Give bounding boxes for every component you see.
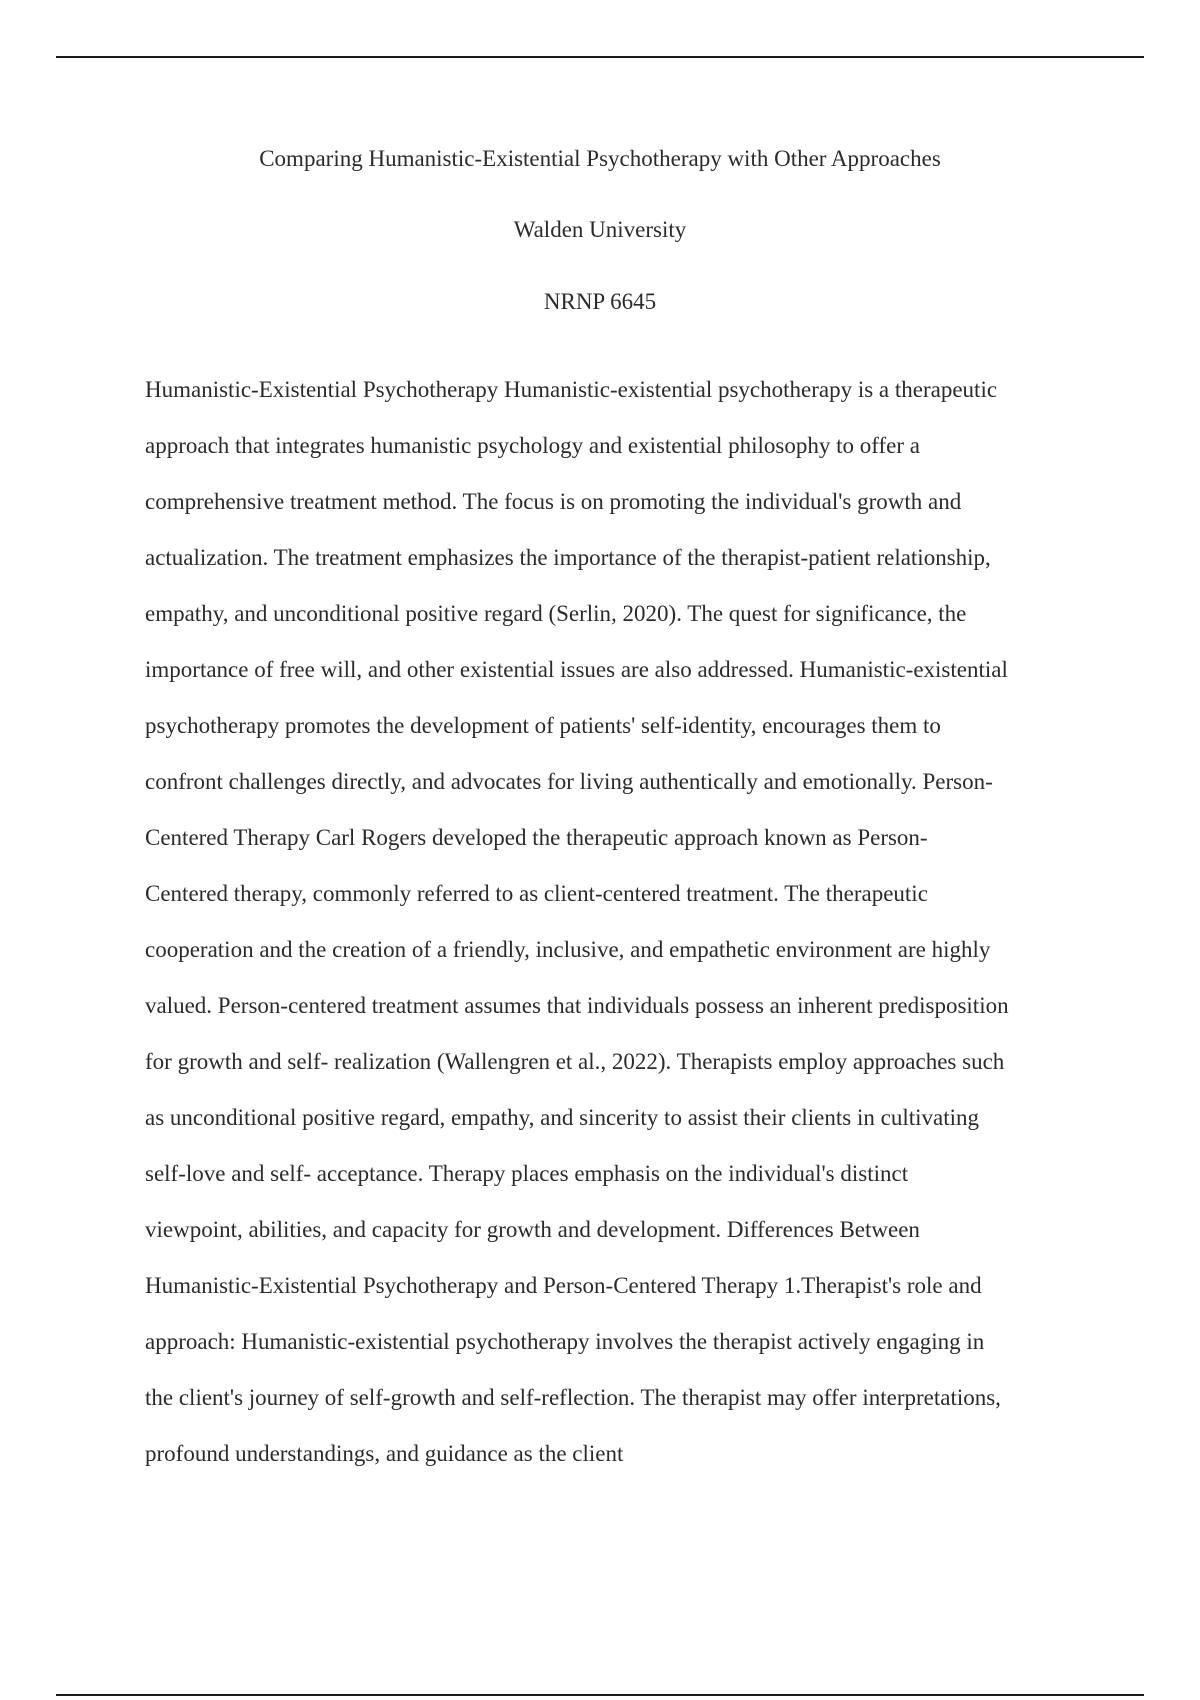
body-line: valued. Person-centered treatment assumes that individuals possess an inherent predisposition (145, 993, 1009, 1018)
body-line: profound understandings, and guidance as the client (145, 1441, 624, 1466)
body-line: the client's journey of self-growth and self-reflection. The therapist may offer interpretations, (145, 1385, 1001, 1410)
body-line: importance of free will, and other existential issues are also addressed. Humanistic-existential (145, 657, 1008, 682)
body-line: comprehensive treatment method. The focus is on promoting the individual's growth and (145, 489, 962, 514)
body-line: as unconditional positive regard, empathy, and sincerity to assist their clients in cultivating (145, 1105, 979, 1130)
body-line: approach: Humanistic-existential psychotherapy involves the therapist actively engaging in (145, 1329, 985, 1354)
body-line: actualization. The treatment emphasizes the importance of the therapist-patient relationship, (145, 545, 991, 570)
top-rule (56, 56, 1144, 58)
body-line: Centered therapy, commonly referred to as client-centered treatment. The therapeutic (145, 881, 928, 906)
institution-name: Walden University (513, 217, 687, 242)
body-line: psychotherapy promotes the development of patients' self-identity, encourages them to (145, 713, 941, 738)
body-line: confront challenges directly, and advocates for living authentically and emotionally. Person- (145, 769, 993, 794)
body-line: empathy, and unconditional positive regard (Serlin, 2020). The quest for significance, the (145, 601, 967, 626)
body-line: approach that integrates humanistic psychology and existential philosophy to offer a (145, 433, 920, 458)
body-line: Humanistic-Existential Psychotherapy Humanistic-existential psychotherapy is a therapeutic (145, 377, 998, 402)
document-title: Comparing Humanistic-Existential Psychotherapy with Other Approaches (259, 146, 941, 171)
body-line: Humanistic-Existential Psychotherapy and Person-Centered Therapy 1.Therapist's role and (145, 1273, 982, 1298)
body-line: cooperation and the creation of a friendly, inclusive, and empathetic environment are highly (145, 937, 991, 962)
body-line: for growth and self- realization (Wallengren et al., 2022). Therapists employ approaches such (145, 1049, 1005, 1074)
body-line: viewpoint, abilities, and capacity for growth and development. Differences Between (145, 1217, 920, 1242)
body-line: Centered Therapy Carl Rogers developed the therapeutic approach known as Person- (145, 825, 928, 850)
bottom-rule (56, 1694, 1144, 1696)
body-line: self-love and self- acceptance. Therapy places emphasis on the individual's distinct (145, 1161, 909, 1186)
body-paragraph (145, 362, 1075, 1482)
course-code: NRNP 6645 (543, 289, 657, 314)
